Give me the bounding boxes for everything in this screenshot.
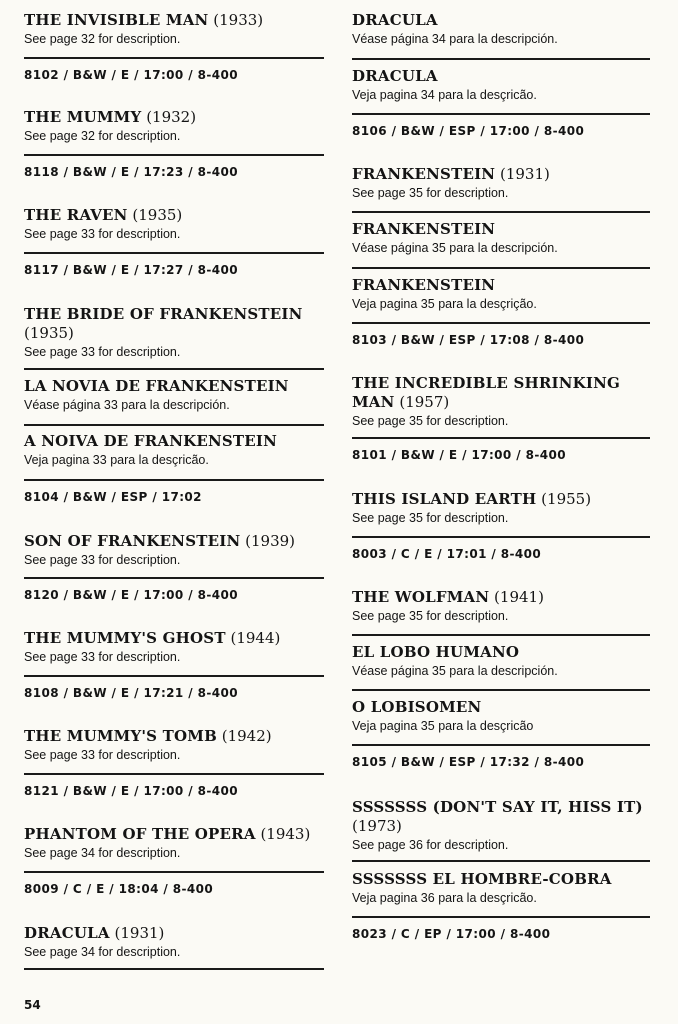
film-year: (1932): [146, 108, 197, 126]
film-description: See page 35 for description.: [352, 609, 509, 623]
film-entry: [352, 276, 650, 312]
film-entry: [352, 643, 650, 679]
catalog-code: 8117 / B&W / E / 17:27 / 8-400: [24, 263, 238, 277]
film-entry: [24, 206, 324, 242]
film-title-line: [24, 825, 324, 844]
film-title-line: [352, 165, 650, 184]
divider-rule: [352, 744, 650, 746]
film-description: Veja pagina 35 para la desçrição.: [352, 297, 537, 311]
film-entry: [352, 798, 650, 853]
film-title-line: [24, 11, 324, 30]
film-year: (1931): [114, 924, 165, 942]
film-entry: [24, 532, 324, 568]
film-entry: [24, 305, 324, 360]
film-description: See page 34 for description.: [24, 846, 181, 860]
divider-rule: [24, 424, 324, 426]
film-description: Véase página 34 para la descripción.: [352, 32, 558, 46]
film-entry: [352, 165, 650, 201]
catalog-code: 8023 / C / EP / 17:00 / 8-400: [352, 927, 551, 941]
film-year: (1957): [399, 393, 450, 411]
film-entry: [352, 374, 650, 429]
divider-rule: [352, 267, 650, 269]
film-title-line: [24, 108, 324, 127]
divider-rule: [352, 113, 650, 115]
film-year: (1931): [499, 165, 550, 183]
film-title-line: [352, 798, 650, 836]
film-description: Veja pagina 35 para la desçricão: [352, 719, 534, 733]
film-title-line: [24, 924, 324, 943]
film-year: (1935): [132, 206, 183, 224]
film-title: THIS ISLAND EARTH: [352, 490, 537, 508]
film-description: See page 33 for description.: [24, 345, 181, 359]
film-entry: [352, 11, 650, 47]
film-title: FRANKENSTEIN: [352, 276, 496, 294]
film-title: SON OF FRANKENSTEIN: [24, 532, 241, 550]
divider-rule: [24, 577, 324, 579]
divider-rule: [24, 968, 324, 970]
film-description: See page 33 for description.: [24, 553, 181, 567]
film-title-line: [352, 588, 650, 607]
film-title-line: [352, 698, 650, 717]
film-title: THE INVISIBLE MAN: [24, 11, 209, 29]
divider-rule: [24, 368, 324, 370]
film-description: See page 32 for description.: [24, 129, 181, 143]
film-title: THE MUMMY'S GHOST: [24, 629, 226, 647]
film-description: See page 33 for description.: [24, 227, 181, 241]
film-title: A NOIVA DE FRANKENSTEIN: [24, 432, 278, 450]
catalog-code: 8105 / B&W / ESP / 17:32 / 8-400: [352, 755, 585, 769]
film-year: (1935): [24, 324, 74, 342]
film-entry: [352, 67, 650, 103]
film-title: THE INCREDIBLE SHRINKING MAN: [352, 374, 621, 411]
film-year: (1943): [260, 825, 311, 843]
divider-rule: [24, 154, 324, 156]
divider-rule: [352, 536, 650, 538]
film-title: SSSSSSS (DON'T SAY IT, HISS IT): [352, 798, 643, 816]
film-title-line: [352, 870, 650, 889]
film-entry: [352, 870, 650, 906]
film-title-line: [352, 276, 650, 295]
divider-rule: [352, 58, 650, 60]
film-year: (1942): [221, 727, 272, 745]
catalog-code: 8102 / B&W / E / 17:00 / 8-400: [24, 68, 238, 82]
film-year: (1939): [245, 532, 296, 550]
film-entry: [24, 108, 324, 144]
film-title-line: [352, 490, 650, 509]
divider-rule: [24, 675, 324, 677]
film-entry: [352, 220, 650, 256]
catalog-code: 8106 / B&W / ESP / 17:00 / 8-400: [352, 124, 585, 138]
film-title: THE MUMMY: [24, 108, 142, 126]
film-title: PHANTOM OF THE OPERA: [24, 825, 256, 843]
divider-rule: [352, 634, 650, 636]
film-title: DRACULA: [24, 924, 110, 942]
catalog-code: 8108 / B&W / E / 17:21 / 8-400: [24, 686, 238, 700]
film-entry: [352, 588, 650, 624]
film-title-line: [352, 11, 650, 30]
film-title-line: [352, 643, 650, 662]
film-description: Veja pagina 34 para la desçricão.: [352, 88, 537, 102]
catalog-code: 8118 / B&W / E / 17:23 / 8-400: [24, 165, 238, 179]
film-year: (1955): [541, 490, 592, 508]
film-title: DRACULA: [352, 67, 438, 85]
film-title-line: [352, 374, 650, 412]
film-entry: [24, 924, 324, 960]
divider-rule: [352, 437, 650, 439]
film-title: LA NOVIA DE FRANKENSTEIN: [24, 377, 289, 395]
film-year: (1933): [213, 11, 264, 29]
film-title: DRACULA: [352, 11, 438, 29]
film-description: See page 34 for description.: [24, 945, 181, 959]
divider-rule: [352, 322, 650, 324]
divider-rule: [352, 916, 650, 918]
film-description: Véase página 35 para la descripción.: [352, 241, 558, 255]
film-title-line: [24, 305, 324, 343]
divider-rule: [24, 871, 324, 873]
film-year: (1973): [352, 817, 402, 835]
film-title-line: [24, 432, 324, 451]
film-description: See page 35 for description.: [352, 511, 509, 525]
film-title-line: [352, 220, 650, 239]
film-title-line: [24, 377, 324, 396]
catalog-code: 8120 / B&W / E / 17:00 / 8-400: [24, 588, 238, 602]
film-title-line: [24, 532, 324, 551]
film-description: Véase página 35 para la descripción.: [352, 664, 558, 678]
divider-rule: [352, 211, 650, 213]
catalog-code: 8101 / B&W / E / 17:00 / 8-400: [352, 448, 566, 462]
film-description: See page 36 for description.: [352, 838, 509, 852]
divider-rule: [352, 860, 650, 862]
divider-rule: [24, 57, 324, 59]
catalog-code: 8103 / B&W / ESP / 17:08 / 8-400: [352, 333, 585, 347]
film-entry: [24, 727, 324, 763]
film-title: O LOBISOMEN: [352, 698, 482, 716]
divider-rule: [352, 689, 650, 691]
catalog-code: 8009 / C / E / 18:04 / 8-400: [24, 882, 214, 896]
film-title: FRANKENSTEIN: [352, 220, 496, 238]
divider-rule: [24, 773, 324, 775]
catalog-code: 8121 / B&W / E / 17:00 / 8-400: [24, 784, 238, 798]
film-title-line: [24, 727, 324, 746]
film-year: (1941): [494, 588, 544, 606]
film-title: THE MUMMY'S TOMB: [24, 727, 217, 745]
film-title-line: [24, 206, 324, 225]
film-entry: [352, 698, 650, 734]
film-entry: [24, 629, 324, 665]
film-description: See page 35 for description.: [352, 414, 509, 428]
divider-rule: [24, 252, 324, 254]
film-description: Veja pagina 36 para la desçricão.: [352, 891, 537, 905]
film-title-line: [24, 629, 324, 648]
film-title: THE BRIDE OF FRANKENSTEIN: [24, 305, 303, 323]
film-entry: [24, 825, 324, 861]
film-year: (1944): [230, 629, 281, 647]
film-title-line: [352, 67, 650, 86]
catalog-code: 8003 / C / E / 17:01 / 8-400: [352, 547, 542, 561]
catalog-code: 8104 / B&W / ESP / 17:02: [24, 490, 202, 504]
divider-rule: [24, 479, 324, 481]
film-title: THE WOLFMAN: [352, 588, 490, 606]
film-entry: [352, 490, 650, 526]
page-number: 54: [24, 998, 41, 1012]
film-description: See page 35 for description.: [352, 186, 509, 200]
film-entry: [24, 377, 324, 413]
film-title: FRANKENSTEIN: [352, 165, 496, 183]
film-title: SSSSSSS EL HOMBRE-COBRA: [352, 870, 612, 888]
film-description: See page 32 for description.: [24, 32, 181, 46]
film-title: EL LOBO HUMANO: [352, 643, 520, 661]
film-entry: [24, 432, 324, 468]
film-description: See page 33 for description.: [24, 748, 181, 762]
film-title: THE RAVEN: [24, 206, 128, 224]
film-description: Veja pagina 33 para la desçricão.: [24, 453, 209, 467]
film-description: See page 33 for description.: [24, 650, 181, 664]
film-description: Véase página 33 para la descripción.: [24, 398, 230, 412]
film-entry: [24, 11, 324, 47]
